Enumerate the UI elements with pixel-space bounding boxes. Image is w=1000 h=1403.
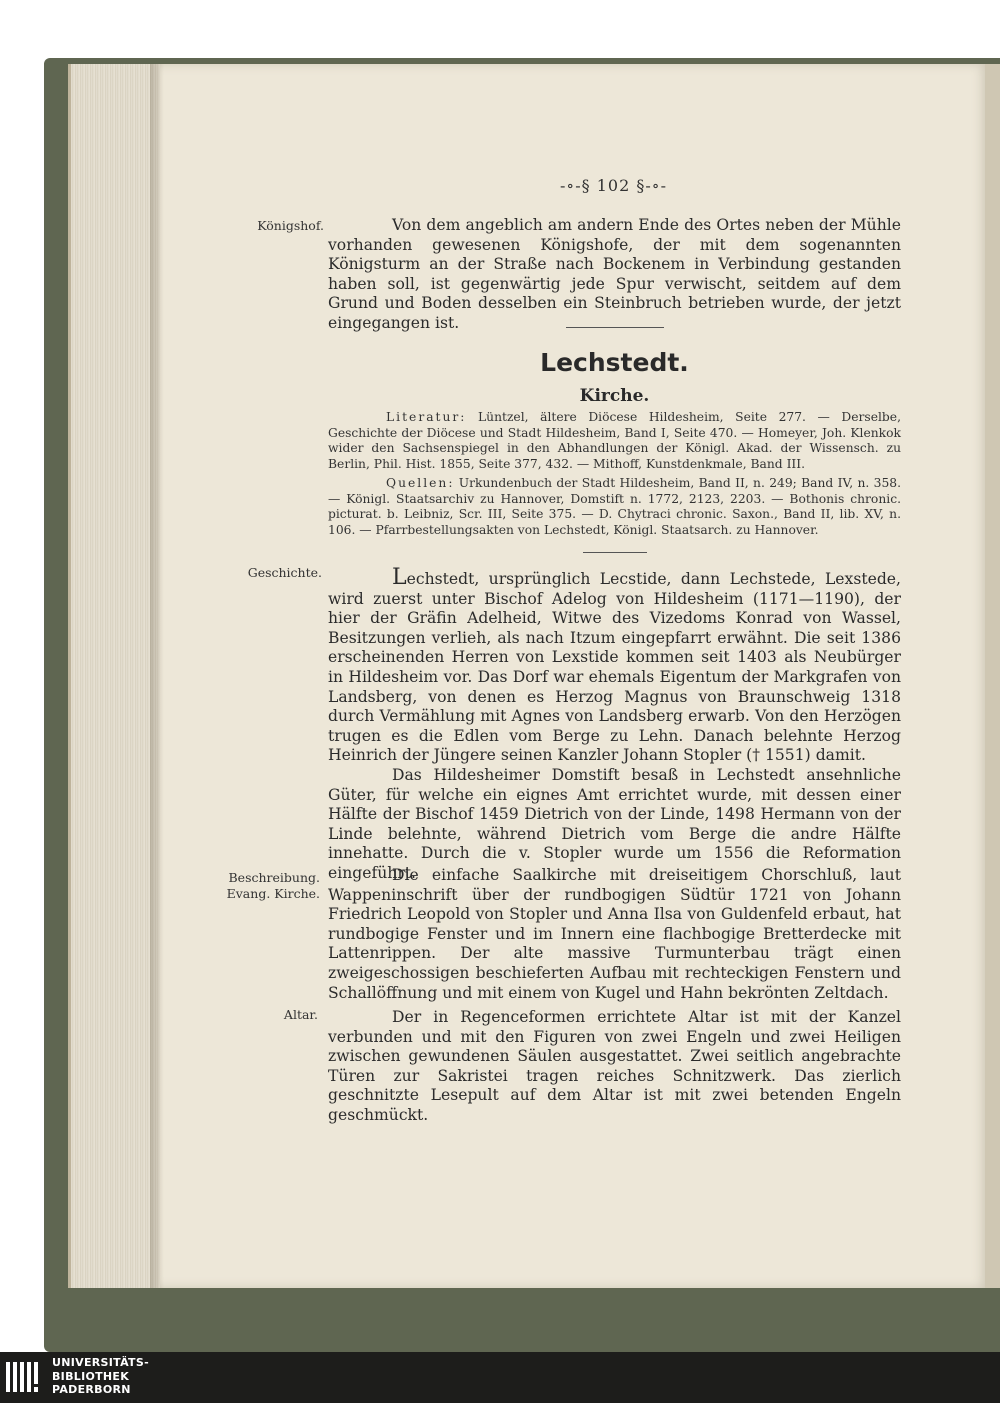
ornament-right: §-∘- [636, 176, 668, 195]
margin-note-evang-kirche: Evang. Kirche. [226, 886, 320, 901]
library-logo-icon [6, 1358, 44, 1396]
koenigshof-paragraph: Von dem angeblich am andern Ende des Ortes neben der Mühle vorhanden gewesenen Königshofe, der mit dem sogenannten Königsturm an der Straße nach Bockenem in Verbindung gestanden haben soll, ist gegenwärtig jede Spur verwischt, seitdem auf dem Grund und Boden desselben ein Steinbruch betrieben wurde, der jetzt eingegangen ist. [328, 216, 901, 332]
margin-note-altar: Altar. [283, 1007, 318, 1022]
geschichte-paragraph-2: Das Hildesheimer Domstift besaß in Lechstedt ansehnliche Güter, für welche ein eignes Amt errichtet wurde, mit dessen einer Hälfte der Bischof 1459 Dietrich von der Linde, 1498 Hermann von der Linde belehnte, während Dietrich vom Berge die andre Hälfte innehatte. Durch die v. Stopler wurde um 1556 die Reformation eingeführt. [328, 765, 901, 882]
literatur-entry [328, 410, 901, 472]
library-footer [0, 1352, 1000, 1403]
library-name-line-3: PADERBORN [52, 1383, 131, 1396]
margin-note-beschreibung [226, 870, 320, 902]
bibliography [328, 410, 901, 542]
geschichte-section [328, 565, 901, 884]
bibliography-divider [583, 552, 647, 553]
quellen-entry [328, 476, 901, 538]
page-number: 102 [596, 176, 631, 195]
altar-paragraph: Der in Regenceformen errichtete Altar ist mit der Kanzel verbunden und mit den Figuren von zwei Engeln und zwei Heiligen zwischen gewundenen Säulen ausgestattet. Zwei seitlich angebrachte Türen zur Sakristei tragen reiches Schnitzwerk. Das zierlich geschnitzte Lesepult auf dem Altar ist mit zwei betenden Engeln geschmückt. [328, 1008, 901, 1124]
margin-note-beschreibung-label: Beschreibung. [228, 870, 320, 885]
page-number-line [560, 176, 667, 195]
geschichte-paragraph-1 [328, 565, 901, 766]
page-right-edge [985, 64, 1000, 1288]
beschreibung-paragraph: Die einfache Saalkirche mit dreiseitigem Chorschluß, laut Wappeninschrift über der rundbogigen Südtür 1721 von Johann Friedrich Leopold von Stopler und Anna Ilsa von Guldenfeld erbaut, hat rundbogige Fenster und im Innern eine flachbogige Bretterdecke mit Lattenrippen. Der alte massive Turmunterbau trägt einen zweigeschossigen beschieferten Aufbau mit rechteckigen Fenstern und Schallöffnung und mit einem von Kugel und Hahn bekrönten Zeltdach. [328, 866, 901, 1002]
library-name [52, 1356, 149, 1397]
margin-note-koenigshof: Königshof. [257, 218, 324, 233]
section-divider [566, 327, 664, 328]
quellen-text: Urkundenbuch der Stadt Hildesheim, Band II, n. 249; Band IV, n. 358. — Königl. Staatsarchiv zu Hannover, Domstift n. 1772, 2123, 2203. — Bothonis chronic. picturat. b. Leibniz, Scr. III, Seite 375. — D. Chytraci chronic. Saxon., Band II, lib. XV, n. 106. — Pfarrbestellungsakten von Lechstedt, Königl. Staatsarch. zu Hannover. [328, 476, 901, 537]
geschichte-paragraph-1-text: echstedt, ursprünglich Lecstide, dann Lechstede, Lexstede, wird zuerst unter Bischof Adelog von Hildesheim (1171—1190), der hier der Gräfin Adelheid, Witwe des Vizedoms Konrad von Wassel, Besitzungen verlieh, als nach Itzum eingepfarrt erwähnt. Die seit 1386 erscheinenden Herren von Lexstide kommen seit 1403 als Neubürger in Hildesheim vor. Das Dorf war ehemals Eigentum der Markgrafen von Landsberg, von denen es Herzog Magnus von Braunschweig 1318 durch Vermählung mit Agnes von Landsberg erwarb. Von den Herzögen trugen es die Edlen vom Berge zu Lehn. Danach belehnte Herzog Heinrich der Jüngere seinen Kanzler Johann Stopler († 1551) damit. [328, 570, 901, 765]
drop-cap: L [392, 565, 407, 590]
ornament-left: -∘-§ [560, 176, 591, 195]
literatur-text: Lüntzel, ältere Diöcese Hildesheim, Seite 277. — Derselbe, Geschichte der Diöcese und Stadt Hildesheim, Band I, Seite 470. — Homeyer, Joh. Klenkok wider den Sachsenspiegel in den Abhandlungen der Königl. Akad. der Wissensch. zu Berlin, Phil. Hist. 1855, Seite 377, 432. — Mithoff, Kunstdenkmale, Band III. [328, 410, 901, 471]
margin-note-geschichte: Geschichte. [247, 565, 322, 580]
library-name-line-1: UNIVERSITÄTS- [52, 1356, 149, 1369]
quellen-label: Quellen: [386, 476, 455, 490]
library-name-line-2: BIBLIOTHEK [52, 1369, 130, 1383]
literatur-label: Literatur: [386, 410, 467, 424]
section-subtitle: Kirche. [579, 386, 650, 406]
place-title: Lechstedt. [540, 348, 689, 377]
gutter-shadow [150, 64, 164, 1288]
page-edges [68, 64, 163, 1288]
